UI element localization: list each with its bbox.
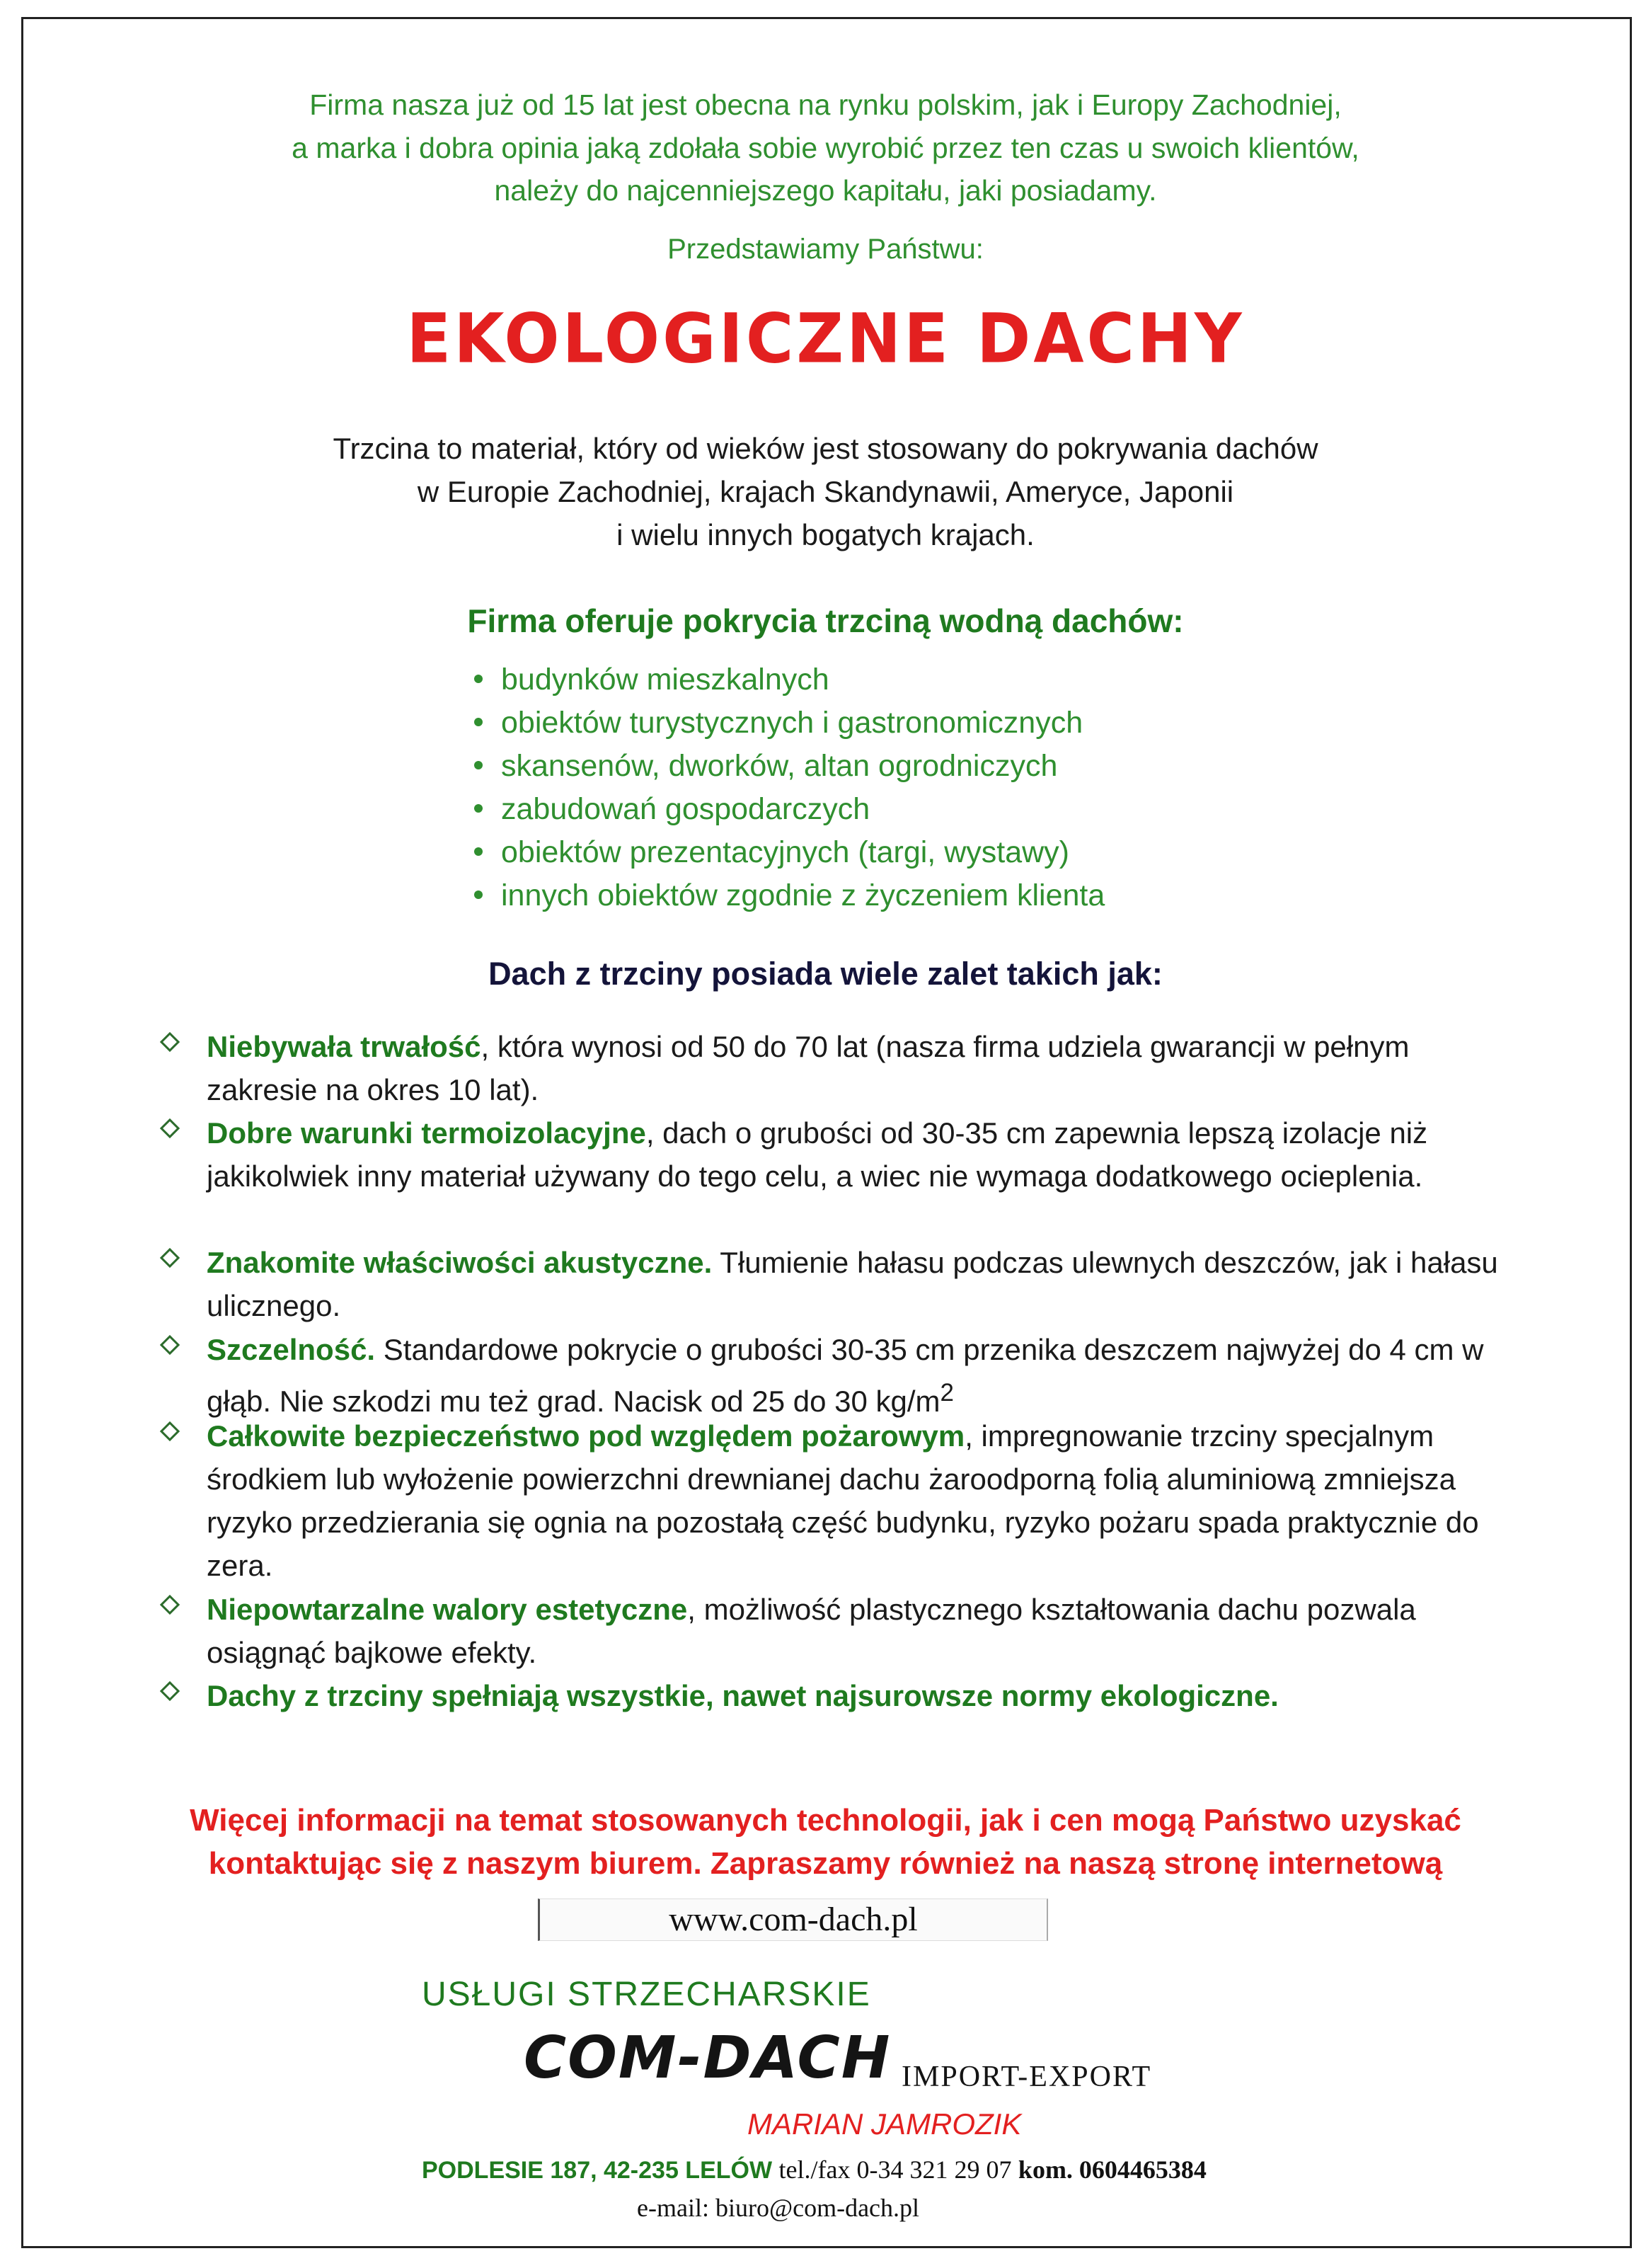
advantages-heading: Dach z trzciny posiada wiele zalet takich jak:: [488, 956, 1163, 992]
address-line: [422, 2155, 1207, 2184]
offer-heading: Firma oferuje pokrycia trzciną wodną dachów:: [467, 602, 1184, 639]
website-url[interactable]: www.com-dach.pl: [669, 1901, 918, 1938]
advantage-highlight: Szczelność.: [207, 1333, 376, 1366]
website-link[interactable]: [538, 1898, 1048, 1941]
services-label: USŁUGI STRZECHARSKIE: [422, 1976, 871, 2013]
bullet-icon: [474, 761, 483, 769]
advantage-text: , dach o grubości od 30-35 cm zapewnia lepszą izolacje niż jakikolwiek inny materiał używany do tego celu, a wiec nie wymaga dodatkowego ocieplenia.: [207, 1116, 1428, 1193]
intro-line-3: należy do najcenniejszego kapitału, jaki posiadamy.: [494, 174, 1157, 207]
description-line-1: Trzcina to materiał, który od wieków jest stosowany do pokrywania dachów: [333, 432, 1318, 465]
offer-list: [474, 658, 1105, 917]
advantage-text: , która wynosi od 50 do 70 lat (nasza firma udziela gwarancji w pełnym zakresie na okres 10 lat).: [207, 1030, 1410, 1106]
page-title: EKOLOGICZNE DACHY: [406, 299, 1245, 379]
company-name: COM-DACH: [524, 2024, 892, 2092]
advantage-highlight: Całkowite bezpieczeństwo pod względem pożarowym: [207, 1419, 965, 1453]
owner-name: MARIAN JAMROZIK: [747, 2107, 1022, 2141]
advantage-text: , impregnowanie trzciny specjalnym środkiem lub wyłożenie powierzchni drewnianej dachu żaroodporną folią aluminiową zmniejsza ryzyko przedzierania się ognia na pozostałą część budynku, ryzyko pożaru spada praktycznie do zera.: [207, 1419, 1479, 1582]
advantage-highlight: Niepowtarzalne walory estetyczne: [207, 1593, 688, 1626]
advantage-highlight: Niebywała trwałość: [207, 1030, 481, 1063]
advantage-text: Standardowe pokrycie o grubości 30-35 cm przenika deszczem najwyżej do 4 cm w głąb. Nie szkodzi mu też grad. Nacisk od 25 do 30 kg/m: [207, 1333, 1484, 1418]
company-subtitle: IMPORT-EXPORT: [902, 2061, 1152, 2093]
advantage-highlight: Dachy z trzciny spełniają wszystkie, nawet najsurowsze normy ekologiczne.: [207, 1679, 1279, 1712]
intro-line-1: Firma nasza już od 15 lat jest obecna na rynku polskim, jak i Europy Zachodniej,: [309, 88, 1342, 121]
bullet-icon: [474, 890, 483, 899]
list-item: obiektów prezentacyjnych (targi, wystawy): [474, 831, 1105, 874]
superscript: 2: [940, 1379, 954, 1407]
advantage-highlight: Znakomite właściwości akustyczne.: [207, 1246, 713, 1279]
contact-line-1: Więcej informacji na temat stosowanych technologii, jak i cen mogą Państwo uzyskać: [190, 1803, 1461, 1838]
bullet-icon: [474, 847, 483, 856]
list-item: innych obiektów zgodnie z życzeniem klienta: [474, 874, 1105, 917]
contact-line-2: kontaktując się z naszym biurem. Zapraszamy również na naszą stronę internetową: [208, 1846, 1443, 1881]
email[interactable]: e-mail: biuro@com-dach.pl: [637, 2194, 920, 2222]
presenting-line: Przedstawiamy Państwu:: [667, 234, 984, 265]
bullet-icon: [474, 718, 483, 726]
list-item: skansenów, dworków, altan ogrodniczych: [474, 745, 1105, 788]
bullet-icon: [474, 675, 483, 683]
bullet-icon: [474, 804, 483, 813]
advantage-text: Tłumienie hałasu podczas ulewnych deszczów, jak i hałasu ulicznego.: [207, 1246, 1498, 1322]
list-item: budynków mieszkalnych: [474, 658, 1105, 701]
address: PODLESIE 187, 42-235 LELÓW: [422, 2157, 773, 2184]
advantage-text: , możliwość plastycznego kształtowania dachu pozwala osiągnąć bajkowe efekty.: [207, 1593, 1416, 1669]
list-item: obiektów turystycznych i gastronomicznych: [474, 701, 1105, 745]
intro-line-2: a marka i dobra opinia jaką zdołała sobie wyrobić przez ten czas u swoich klientów,: [292, 132, 1359, 164]
advantage-highlight: Dobre warunki termoizolacyjne: [207, 1116, 646, 1150]
list-item: zabudowań gospodarczych: [474, 788, 1105, 831]
description-line-2: w Europie Zachodniej, krajach Skandynawii, Ameryce, Japonii: [417, 475, 1234, 508]
mobile: kom. 0604465384: [1018, 2155, 1207, 2184]
phone: tel./fax 0-34 321 29 07: [778, 2155, 1012, 2184]
description-line-3: i wielu innych bogatych krajach.: [616, 518, 1035, 551]
